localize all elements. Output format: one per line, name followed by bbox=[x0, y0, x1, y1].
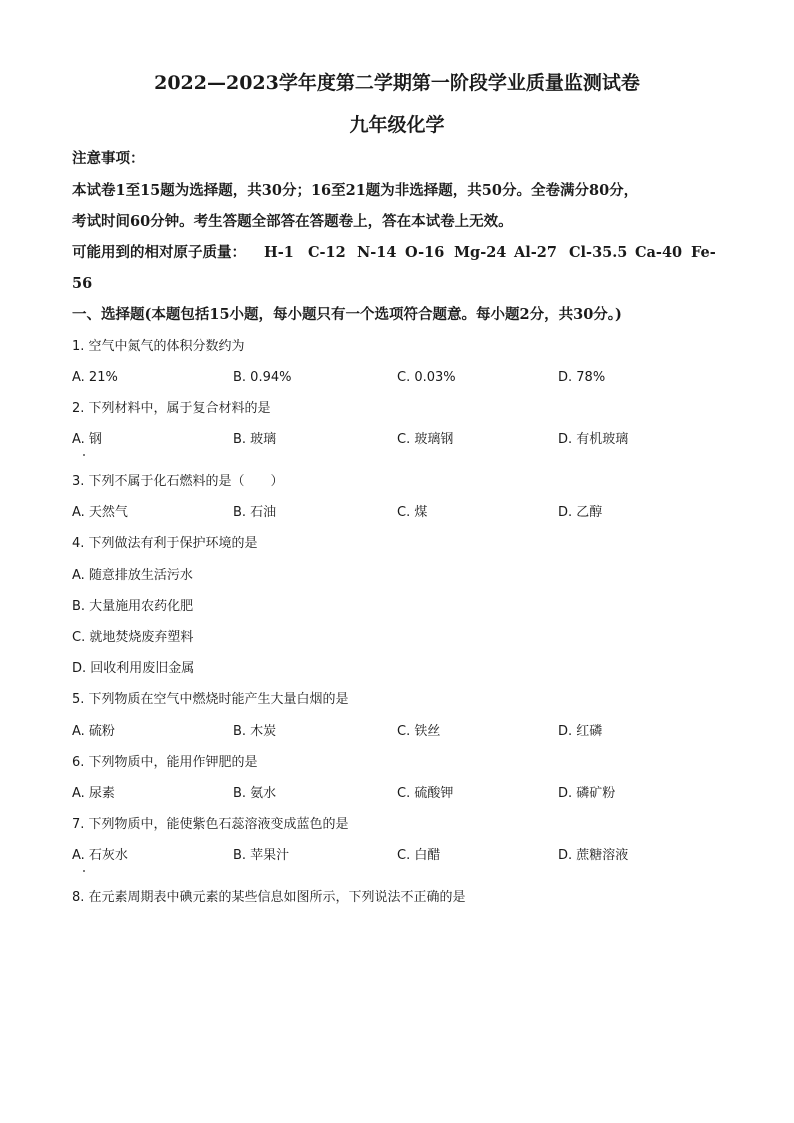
option-c: C. 硫酸钾 bbox=[397, 786, 454, 801]
option-a: A. 硫粉 bbox=[72, 724, 115, 739]
question-options bbox=[0, 845, 794, 867]
stray-dot bbox=[83, 454, 85, 456]
option-b: B. 氨水 bbox=[233, 786, 277, 801]
option-d: D. 红磷 bbox=[558, 724, 603, 739]
option-d: D. 有机玻璃 bbox=[558, 432, 629, 447]
option-c: C. 煤 bbox=[397, 505, 428, 520]
option-b: B. 0.94% bbox=[233, 370, 292, 385]
question-stem: 4. 下列做法有利于保护环境的是 bbox=[72, 536, 258, 551]
exam-title: 2022—2023学年度第二学期第一阶段学业质量监测试卷 bbox=[154, 72, 640, 94]
section-heading: 一、选择题(本题包括15小题，每小题只有一个选项符合题意。每小题2分，共30分。) bbox=[72, 306, 622, 323]
atomic-mass-item: N-14 bbox=[357, 244, 397, 261]
question-stem: 6. 下列物质中，能用作钾肥的是 bbox=[72, 755, 258, 770]
atomic-mass-item: Mg-24 bbox=[454, 244, 507, 261]
question-options bbox=[0, 429, 794, 451]
option-a: A. 天然气 bbox=[72, 505, 128, 520]
option-a: A. 石灰水 bbox=[72, 848, 128, 863]
atomic-mass-wrap: 56 bbox=[72, 275, 93, 292]
question-stem: 8. 在元素周期表中碘元素的某些信息如图所示，下列说法不正确的是 bbox=[72, 890, 466, 905]
option-d: D. 回收利用废旧金属 bbox=[72, 661, 195, 676]
question-stem: 1. 空气中氮气的体积分数约为 bbox=[72, 339, 245, 354]
atomic-mass-item: Al-27 bbox=[514, 244, 557, 261]
atomic-mass-item: H-1 bbox=[264, 244, 294, 261]
option-a: A. 21% bbox=[72, 370, 118, 385]
option-a: A. 尿素 bbox=[72, 786, 115, 801]
option-c: C. 就地焚烧废弃塑料 bbox=[72, 630, 194, 645]
option-c: C. 玻璃钢 bbox=[397, 432, 454, 447]
option-c: C. 白醋 bbox=[397, 848, 441, 863]
option-d: D. 78% bbox=[558, 370, 606, 385]
option-d: D. 乙醇 bbox=[558, 505, 603, 520]
atomic-mass-item: Ca-40 bbox=[635, 244, 683, 261]
atomic-mass-item: Cl-35.5 bbox=[569, 244, 628, 261]
option-a: A. 钢 bbox=[72, 432, 102, 447]
option-b: B. 苹果汁 bbox=[233, 848, 290, 863]
question-stem: 7. 下列物质中，能使紫色石蕊溶液变成蓝色的是 bbox=[72, 817, 349, 832]
option-c: C. 铁丝 bbox=[397, 724, 441, 739]
atomic-mass-item: O-16 bbox=[405, 244, 445, 261]
exam-subtitle: 九年级化学 bbox=[349, 114, 445, 136]
question-stem: 2. 下列材料中，属于复合材料的是 bbox=[72, 401, 271, 416]
question-stem: 3. 下列不属于化石燃料的是（ ） bbox=[72, 474, 284, 489]
option-b: B. 大量施用农药化肥 bbox=[72, 599, 194, 614]
option-a: A. 随意排放生活污水 bbox=[72, 568, 193, 583]
option-c: C. 0.03% bbox=[397, 370, 456, 385]
question-options bbox=[0, 367, 794, 389]
atomic-mass-row bbox=[72, 242, 722, 264]
option-b: B. 木炭 bbox=[233, 724, 277, 739]
question-stem: 5. 下列物质在空气中燃烧时能产生大量白烟的是 bbox=[72, 692, 349, 707]
question-options bbox=[0, 502, 794, 524]
notice-line: 考试时间60分钟。考生答题全部答在答题卷上，答在本试卷上无效。 bbox=[72, 213, 513, 230]
atomic-mass-item: Fe- bbox=[691, 244, 716, 261]
option-d: D. 蔗糖溶液 bbox=[558, 848, 629, 863]
notice-line: 本试卷1至15题为选择题，共30分；16至21题为非选择题，共50分。全卷满分80分， bbox=[72, 182, 639, 199]
atomic-mass-label: 可能用到的相对原子质量： bbox=[72, 244, 246, 261]
notice-heading: 注意事项： bbox=[72, 150, 145, 167]
option-b: B. 玻璃 bbox=[233, 432, 277, 447]
option-d: D. 磷矿粉 bbox=[558, 786, 616, 801]
option-b: B. 石油 bbox=[233, 505, 277, 520]
question-options bbox=[0, 721, 794, 743]
question-options bbox=[0, 783, 794, 805]
atomic-mass-item: C-12 bbox=[308, 244, 346, 261]
stray-dot bbox=[83, 870, 85, 872]
